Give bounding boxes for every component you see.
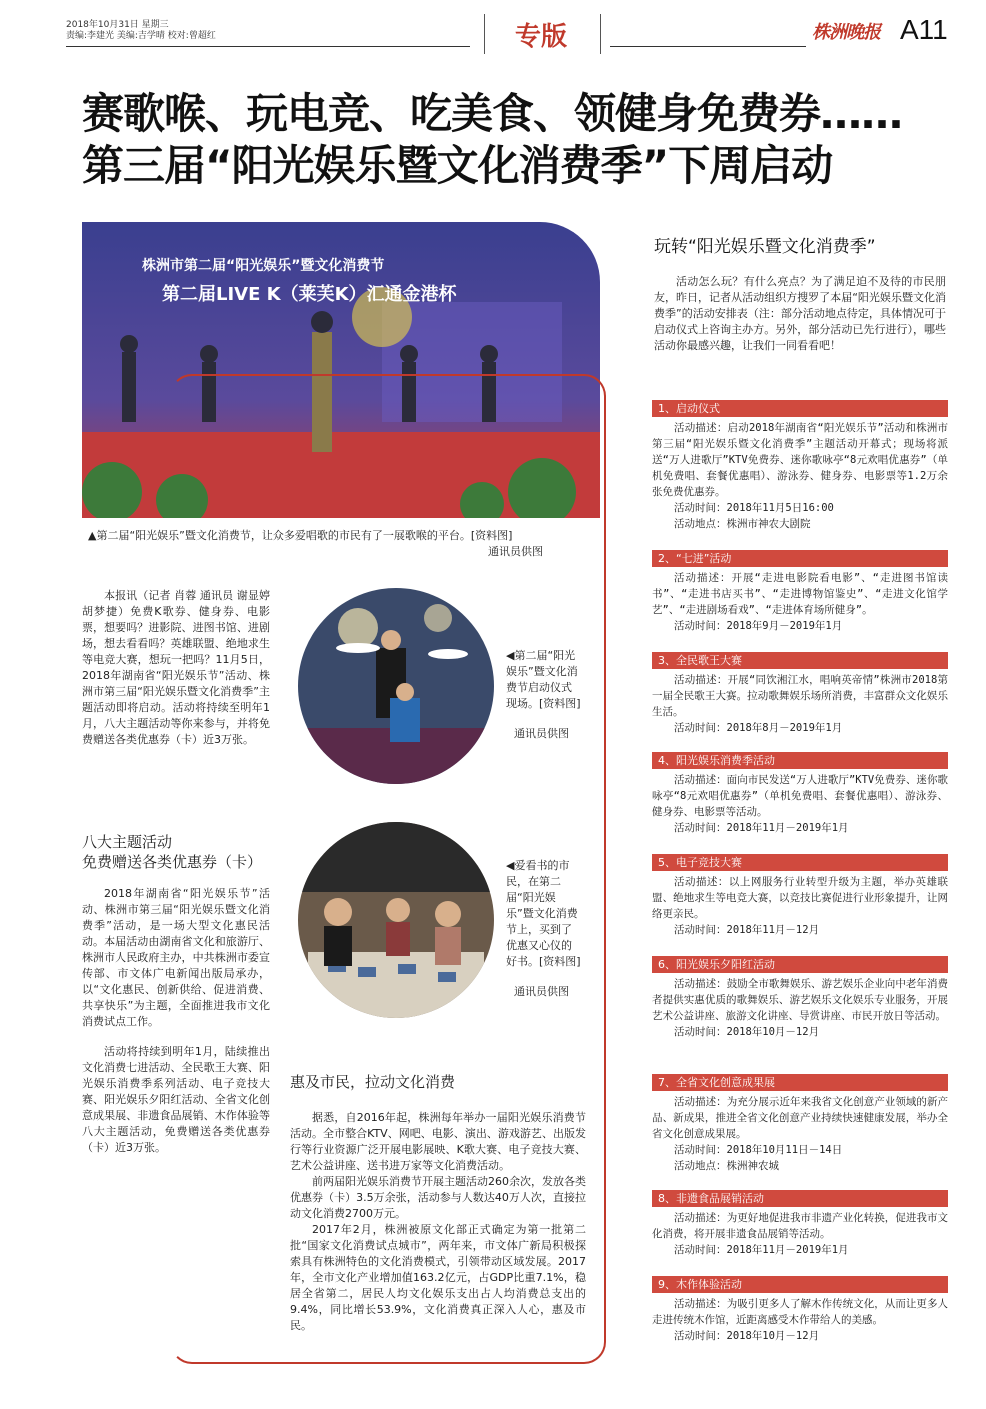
item-8-desc: 活动描述：为更好地促进我市非遗产业化转换，促进我市文化消费，将开展非遗食品展销等活动。: [652, 1212, 948, 1240]
sidebar-intro: 活动怎么玩？有什么亮点？为了满足迫不及待的市民朋友，昨日，记者从活动组织方搜罗了本届“阳光娱乐暨文化消费季”的活动安排表（注：部分活动地点待定，具体情况可于启动仪式上咨询主办方。另外，部分活动已先行进行），哪些活动你最感兴趣，让我们一同看看吧！: [654, 275, 946, 352]
item-7-header: 7、全省文化创意成果展: [652, 1074, 948, 1091]
item-6-time: 活动时间：2018年10月－12月: [674, 1026, 820, 1038]
masthead-divider-right: [600, 14, 601, 54]
item-3-time: 活动时间：2018年8月－2019年1月: [674, 722, 843, 734]
section-label: 专版: [514, 22, 567, 52]
item-5-time: 活动时间：2018年11月－12月: [674, 924, 820, 936]
item-6-desc: 活动描述：鼓励全市歌舞娱乐、游艺娱乐企业向中老年消费者提供实惠优质的歌舞娱乐、游艺娱乐文化娱乐专业服务，开展艺术公益讲座、旅游文化讲座、导赏讲座、市民开放日等活动。: [652, 978, 948, 1022]
item-7-time: 活动时间：2018年10月11日－14日: [674, 1144, 843, 1156]
item-4-body: [652, 772, 948, 836]
item-5-header: 5、电子竞技大赛: [652, 854, 948, 871]
item-2-time: 活动时间：2018年9月－2019年1月: [674, 620, 843, 632]
section1-paragraph-1: 2018年湖南省“阳光娱乐节”活动、株洲市第三届“阳光娱乐暨文化消费季”活动，是一场大型文化惠民活动。本届活动由湖南省文化和旅游厅、株洲市人民政府主办，中共株洲市委宣传部、市文体广电新闻出版局承办，以“文化惠民、创新供给、促进消费、共享快乐”为主题，全面推进我市文化消费试点工作。: [82, 887, 270, 1028]
headline-line-1: 赛歌喉、玩电竞、吃美食、领健身免费券……: [82, 89, 903, 138]
main-photo-caption: ▲第二届“阳光娱乐”暨文化消费节，让众多爱唱歌的市民有了一展歌喉的平台。[资料图]: [88, 529, 513, 542]
item-5-body: [652, 874, 948, 938]
banner-line-2: 第二届LIVE K（莱芙K）汇通金港杯: [162, 284, 457, 305]
item-7-place: 活动地点：株洲神农城: [674, 1160, 779, 1172]
page-number: A11: [900, 14, 948, 45]
item-2-body: [652, 570, 948, 634]
headline-line-2: 第三届“阳光娱乐暨文化消费季”下周启动: [82, 141, 833, 190]
main-photo-credit: 通讯员供图: [488, 545, 543, 558]
item-8-time: 活动时间：2018年11月－2019年1月: [674, 1244, 849, 1256]
ceremony-caption: ◀第二届“阳光娱乐”暨文化消费节启动仪式现场。[资料图]: [506, 649, 581, 710]
bookstore-caption: ◀爱看书的市民，在第二届“阳光娱乐”暨文化消费节上，买到了优惠又心仪的好书。[资料图]: [506, 859, 581, 968]
masthead-rule-right: [610, 46, 806, 47]
sidebar-title: 玩转“阳光娱乐暨文化消费季”: [654, 237, 876, 257]
item-1-body: [652, 420, 948, 532]
intro-paragraph: 本报讯（记者 肖蓉 通讯员 谢显婷 胡梦捷）免费K歌券、健身券、电影票，想要吗？进影院、进图书馆、进剧场，想去看看吗？英雄联盟、绝地求生等电竞大赛，想玩一把吗？11月5日，2018年湖南省“阳光娱乐节”活动、株洲市第三届“阳光娱乐暨文化消费季”主题活动即将启动。活动将持续至明年1月，八大主题活动等你来参与，并将免费赠送各类优惠券（卡）近3万张。: [82, 589, 270, 746]
item-6-header: 6、阳光娱乐夕阳红活动: [652, 956, 948, 973]
item-8-header: 8、非遗食品展销活动: [652, 1190, 948, 1207]
date-line: 2018年10月31日 星期三: [66, 20, 169, 30]
item-4-desc: 活动描述：面向市民发送“万人进歌厅”KTV免费券、迷你歌咏亭“8元欢唱优惠券”（单机免费唱、套餐优惠唱）、游泳券、健身券、电影票等活动。: [652, 774, 948, 818]
item-2-desc: 活动描述：开展“走进电影院看电影”、“走进图书馆读书”、“走进书店买书”、“走进博物馆鉴史”、“走进文化馆学艺”、“走进剧场看戏”、“走进体育场所健身”。: [652, 572, 948, 616]
item-8-body: [652, 1210, 948, 1258]
item-3-body: [652, 672, 948, 736]
item-1-desc: 活动描述：启动2018年湖南省“阳光娱乐节”活动和株洲市第三届“阳光娱乐暨文化消费季”主题活动开幕式；现场将派送“万人进歌厅”KTV免费券、迷你歌咏亭“8元欢唱优惠券”（单机免费唱、套餐优惠唱）、游泳券、健身券、电影票等1.2万余张免费优惠券。: [652, 422, 948, 498]
paper-logo: 株洲晚报: [812, 22, 880, 43]
masthead-rule-left: [66, 46, 470, 47]
staff-line: 责编:李建光 美编:吉学晴 校对:曾超红: [66, 31, 216, 41]
section1-title-line-1: 八大主题活动: [82, 833, 173, 851]
section2-title: 惠及市民，拉动文化消费: [290, 1073, 456, 1091]
section1-paragraph-2: 活动将持续到明年1月，陆续推出文化消费七进活动、全民歌王大赛、阳光娱乐消费季系列活动、电子竞技大赛、阳光娱乐夕阳红活动、全省文化创意成果展、非遗食品展销、木作体验等八大主题活动，免费赠送各类优惠券（卡）近3万张。: [82, 1045, 270, 1154]
bookstore-credit: 通讯员供图: [514, 985, 569, 998]
section2-paragraph-1: 据悉，自2016年起，株洲每年举办一届阳光娱乐消费节活动。全市整合KTV、网吧、电影、演出、游戏游艺、出版发行等行业资源广泛开展电影展映、K歌大赛、电子竞技大赛、艺术公益讲座、送书进万家等文化消费活动。: [290, 1111, 586, 1172]
ceremony-photo: [298, 588, 494, 784]
item-9-header: 9、木作体验活动: [652, 1276, 948, 1293]
item-6-body: [652, 976, 948, 1040]
item-9-desc: 活动描述：为吸引更多人了解木作传统文化，从而让更多人走进传统木作馆，近距离感受木作带给人的美感。: [652, 1298, 948, 1326]
item-3-header: 3、全民歌王大赛: [652, 652, 948, 669]
item-1-time: 活动时间：2018年11月5日16:00: [674, 502, 834, 514]
item-3-desc: 活动描述：开展“同饮湘江水，唱响英帝情”株洲市2018第一届全民歌王大赛。拉动歌舞娱乐场所消费，丰富群众文化娱乐生活。: [652, 674, 948, 718]
item-7-desc: 活动描述：为充分展示近年来我省文化创意产业领域的新产品、新成果，推进全省文化创意产业持续快速健康发展，举办全省文化创意成果展。: [652, 1096, 948, 1140]
item-5-desc: 活动描述：以上网服务行业转型升级为主题，举办英雄联盟、绝地求生等电竞大赛，以竞技比赛促进行业形象提升，让网络更亲民。: [652, 876, 948, 920]
section2-paragraph-3: 2017年2月，株洲被原文化部正式确定为第一批第二批“国家文化消费试点城市”，两年来，市文体广新局积极探索具有株洲特色的文化消费模式，引领带动区域发展。2017年，全市文化产业增加值163.2亿元，占GDP比重7.1%，稳居全省第二，居民人均文化娱乐支出占人均消费总支出的9.4%，同比增长53.9%，文化消费真正深入人心，惠及市民。: [290, 1223, 586, 1332]
item-9-body: [652, 1296, 948, 1344]
ceremony-credit: 通讯员供图: [514, 727, 569, 740]
masthead-meta: [66, 20, 216, 42]
section1-title-line-2: 免费赠送各类优惠券（卡）: [82, 853, 263, 871]
item-2-header: 2、“七进”活动: [652, 550, 948, 567]
item-4-time: 活动时间：2018年11月－2019年1月: [674, 822, 849, 834]
masthead-divider-left: [484, 14, 485, 54]
item-7-body: [652, 1094, 948, 1174]
item-1-place: 活动地点：株洲市神农大剧院: [674, 518, 811, 530]
banner-line-1: 株洲市第二届“阳光娱乐”暨文化消费节: [142, 258, 385, 274]
item-9-time: 活动时间：2018年10月－12月: [674, 1330, 820, 1342]
item-4-header: 4、阳光娱乐消费季活动: [652, 752, 948, 769]
item-1-header: 1、启动仪式: [652, 400, 948, 417]
section2-paragraph-2: 前两届阳光娱乐消费节开展主题活动260余次，发放各类优惠券（卡）3.5万余张，活动参与人数达40万人次，直接拉动文化消费2700万元。: [290, 1175, 586, 1220]
bookstore-photo: [298, 822, 494, 1018]
